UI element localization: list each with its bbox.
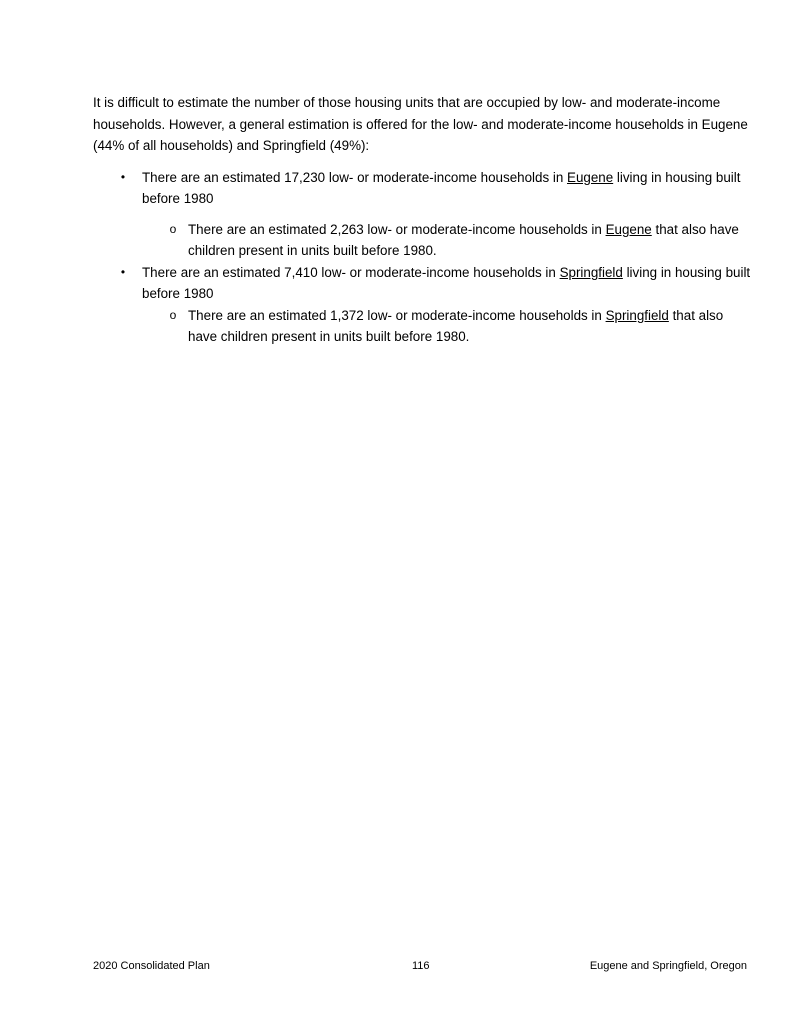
intro-paragraph: It is difficult to estimate the number of those housing units that are occupied by low- and moderate-income households. However, a general estimation is offered for the low- and moderate-income households in Eugene (44% of all households) and Springfield (49%): <box>93 95 748 153</box>
sub-list-item-eugene-children <box>142 219 753 262</box>
bullet-list <box>93 167 753 348</box>
list-item-eugene <box>93 167 753 262</box>
sub-list <box>142 219 753 262</box>
list-item-springfield <box>93 262 753 348</box>
bullet-icon: • <box>120 264 126 279</box>
list-item-text: There are an estimated 7,410 low- or moderate-income households in Springfield living in housing built before 1980 <box>142 264 751 301</box>
circle-bullet-icon: o <box>169 307 177 322</box>
sub-list-item-text: There are an estimated 2,263 low- or moderate-income households in Eugene that also have children present in units built before 1980. <box>188 221 739 258</box>
footer-page-number: 116 <box>412 960 430 972</box>
city-link-springfield: Springfield <box>559 264 623 280</box>
page-footer <box>93 958 747 974</box>
footer-document-title: 2020 Consolidated Plan <box>93 960 210 972</box>
bullet-icon: • <box>120 169 126 184</box>
sub-list-item-springfield-children <box>142 305 753 348</box>
sub-list <box>142 305 753 348</box>
list-item-text: There are an estimated 17,230 low- or moderate-income households in Eugene living in housing built before 1980 <box>142 169 741 206</box>
footer-location: Eugene and Springfield, Oregon <box>589 960 747 972</box>
page-content <box>93 92 753 348</box>
city-link-eugene: Eugene <box>605 221 652 237</box>
circle-bullet-icon: o <box>169 221 177 236</box>
sub-list-item-text: There are an estimated 1,372 low- or moderate-income households in Springfield that also have children present in units built before 1980. <box>188 307 724 344</box>
city-link-eugene: Eugene <box>567 169 614 185</box>
city-link-springfield: Springfield <box>605 307 669 323</box>
